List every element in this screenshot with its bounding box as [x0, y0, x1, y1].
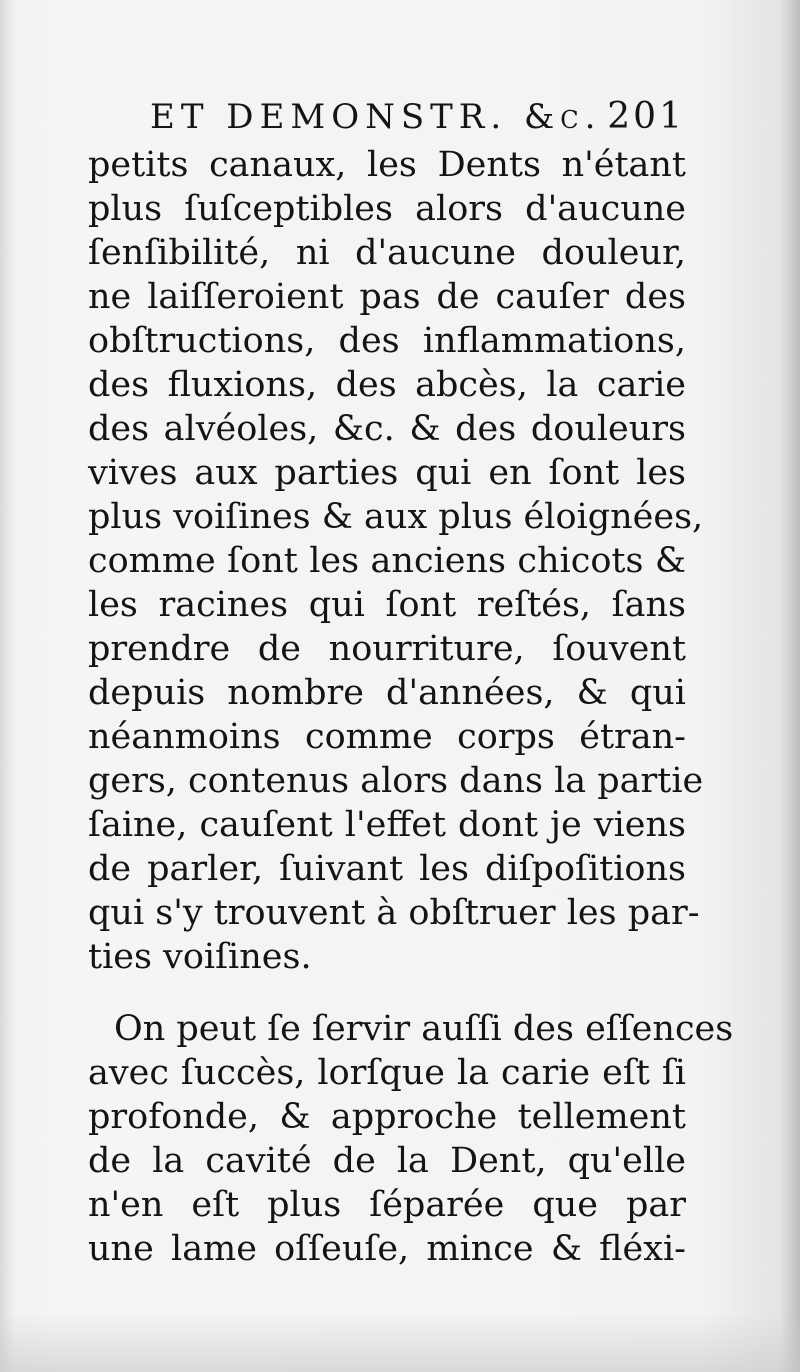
text-line: depuis nombre d'années, & qui: [88, 673, 686, 713]
page-number: 201: [607, 96, 685, 137]
text-line: avec ſuccès, lorſque la carie eſt ſi: [88, 1053, 686, 1093]
text-block: [88, 143, 734, 1271]
text-line: comme ſont les anciens chicots &: [88, 541, 686, 581]
text-line: les racines qui ſont reſtés, ſans: [88, 585, 686, 625]
text-line: ties voiſines.: [88, 937, 312, 977]
text-line: une lame oſſeuſe, mince & fléxi-: [88, 1229, 686, 1269]
text-line: prendre de nourriture, ſouvent: [88, 629, 686, 669]
paragraph-2: [88, 1007, 734, 1271]
text-line: plus voiſines & aux plus éloignées,: [88, 497, 704, 537]
text-line: néanmoins comme corps étran-: [88, 717, 686, 757]
text-line: ſenſibilité, ni d'aucune douleur,: [88, 233, 686, 273]
text-line: vives aux parties qui en ſont les: [88, 453, 686, 493]
text-line: plus ſuſceptibles alors d'aucune: [88, 189, 686, 229]
text-line: de parler, ſuivant les diſpoſitions: [88, 849, 686, 889]
text-line: On peut ſe ſervir auſſi des eſſences: [114, 1009, 734, 1049]
text-line: profonde, & approche tellement: [88, 1097, 686, 1137]
text-line: ſaine, cauſent l'effet dont je viens: [88, 805, 686, 845]
running-head: [150, 96, 685, 137]
text-line: des fluxions, des abcès, la carie: [88, 365, 686, 405]
paragraph-1: [88, 143, 704, 979]
paragraph-gap: [88, 979, 686, 1007]
text-line: des alvéoles, &c. & des douleurs: [88, 409, 686, 449]
running-title: ET DEMONSTR. &c.: [150, 97, 602, 137]
text-line: de la cavité de la Dent, qu'elle: [88, 1141, 686, 1181]
text-line: petits canaux, les Dents n'étant: [88, 145, 686, 185]
text-line: n'en eſt plus ſéparée que par: [88, 1185, 686, 1225]
text-line: obſtructions, des inflammations,: [88, 321, 686, 361]
text-line: qui s'y trouvent à obſtruer les par-: [88, 893, 700, 933]
text-line: gers, contenus alors dans la partie: [88, 761, 704, 801]
text-line: ne laiſſeroient pas de cauſer des: [88, 277, 686, 317]
